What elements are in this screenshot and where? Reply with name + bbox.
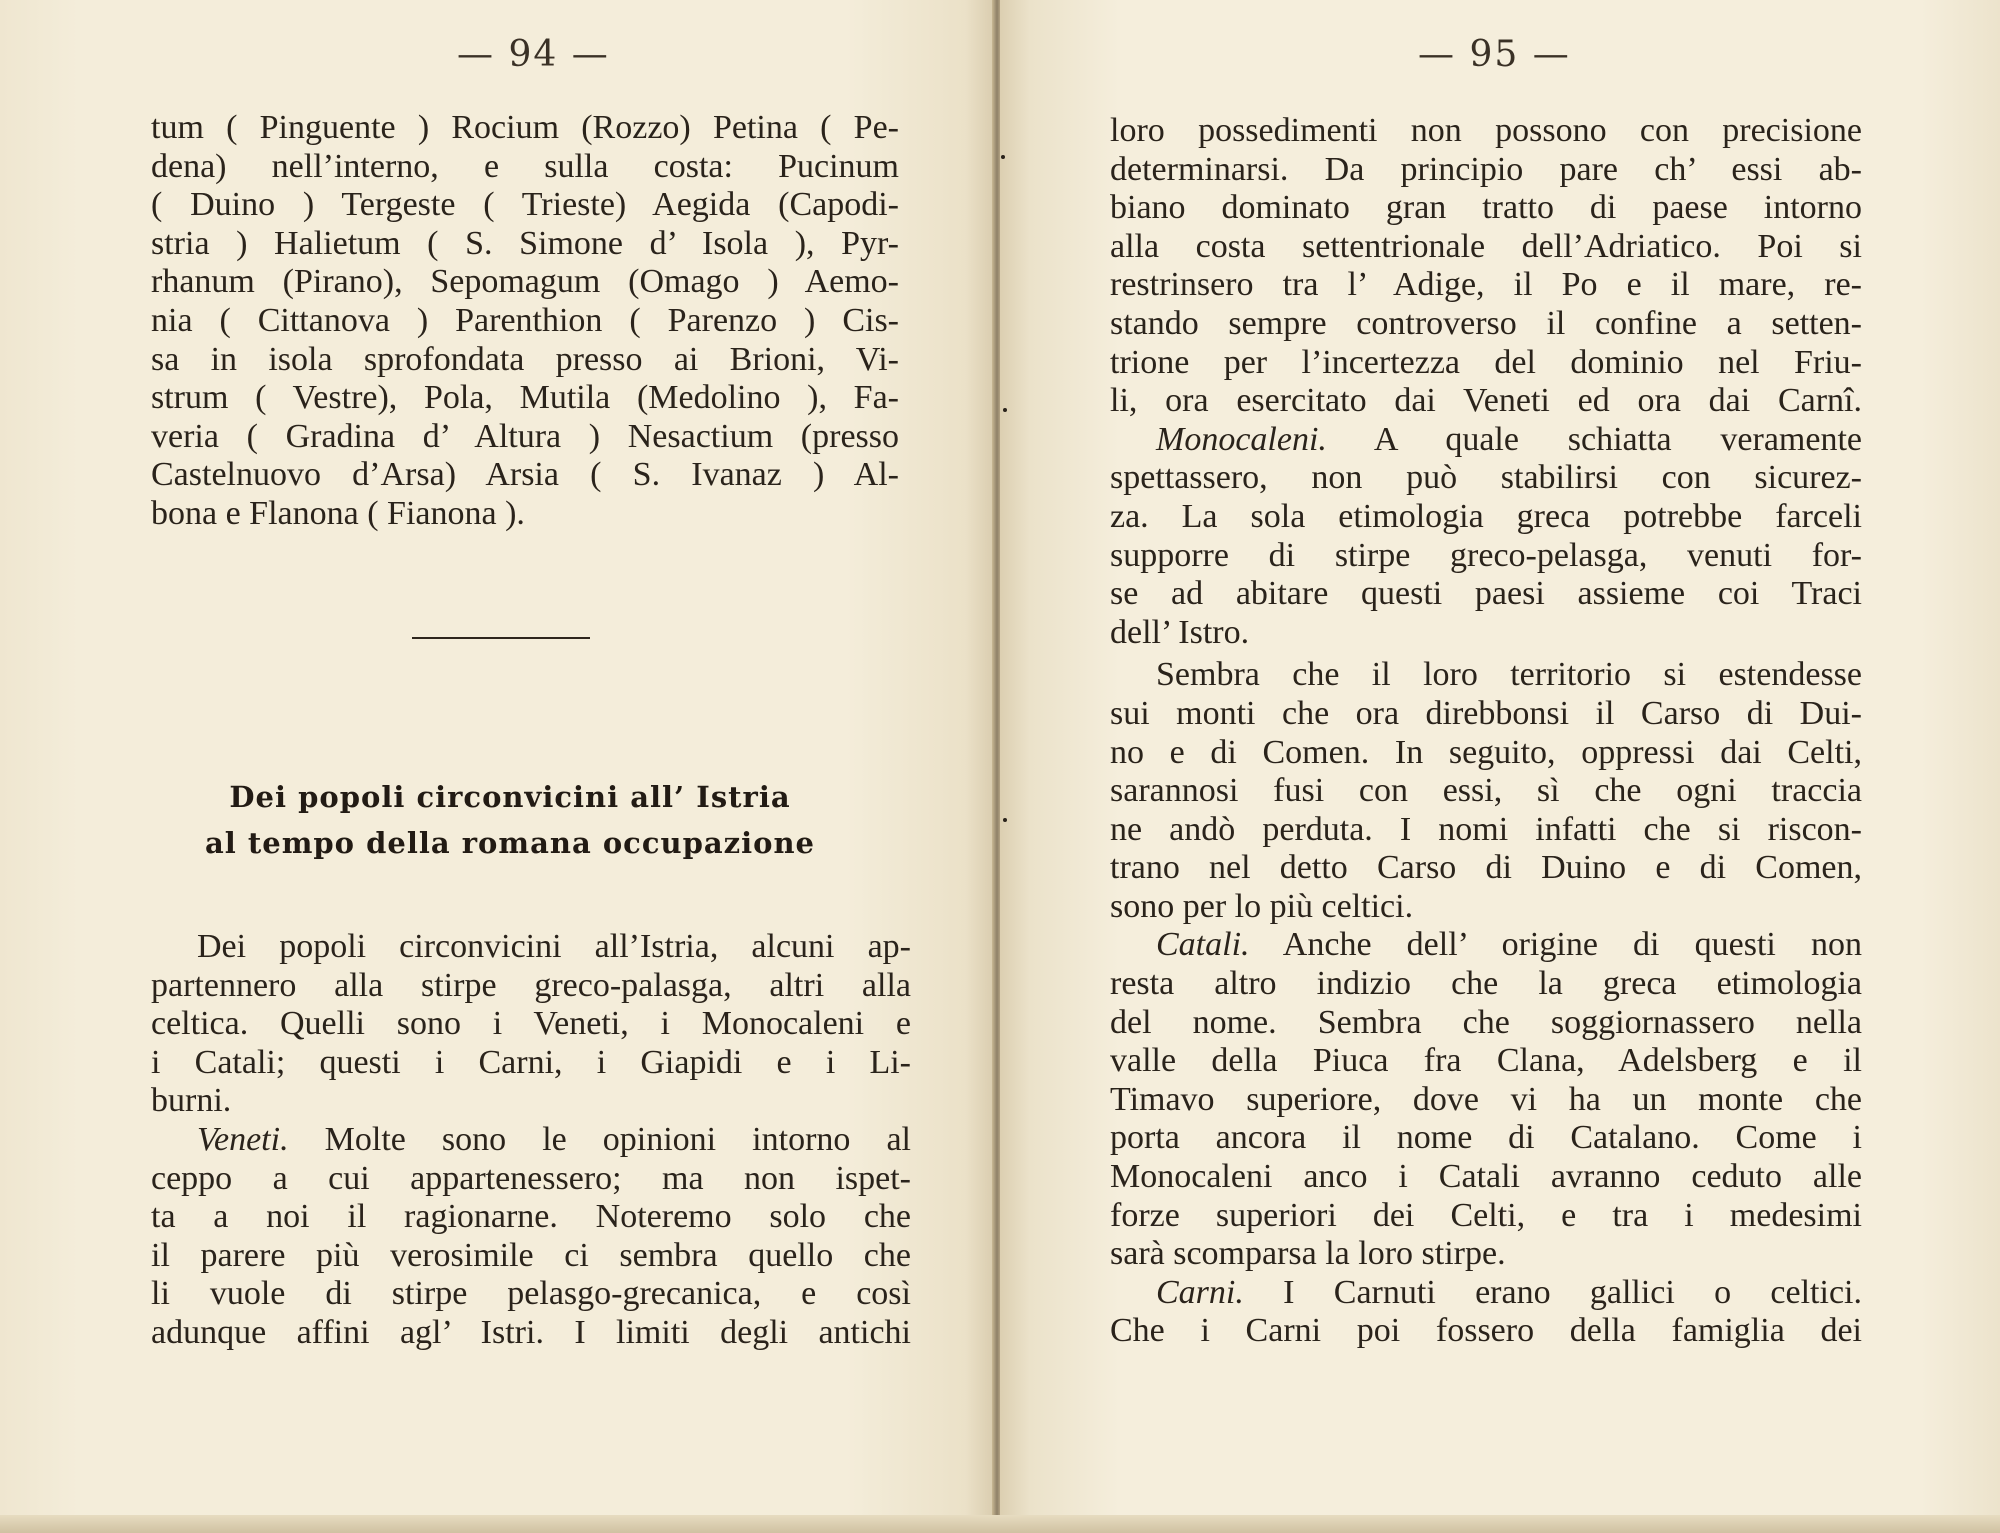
page-number-left: — 94 — [457,34,610,75]
text-line: sa in isola sprofondata presso ai Brioni, Vi- [151,340,899,378]
text-line: determinarsi. Da principio pare ch’ essi ab- [1110,150,1862,188]
text-line: no e di Comen. In seguito, oppressi dai Celti, [1110,733,1862,771]
page-number-right: — 95 — [1418,34,1571,75]
text-line: za. La sola etimologia greca potrebbe farceli [1110,497,1862,535]
text-line [1110,421,1862,460]
text-line: Sembra che il loro territorio si estendesse [1156,656,1862,694]
text-line [1110,926,1862,965]
text-line: valle della Piuca fra Clana, Adelsberg e il [1110,1042,1862,1080]
text-line: spettassero, non può stabilirsi con sicurez- [1110,459,1862,497]
text-line: veria ( Gradina d’ Altura ) Nesactium (presso [151,417,899,455]
text-line: Timavo superiore, dove vi ha un monte che [1110,1080,1862,1118]
text-line: Dei popoli circonvicini all’Istria, alcuni ap- [197,928,911,965]
text-line: il parere più verosimile ci sembra quello che [151,1236,911,1274]
text-line: dell’ Istro. [1110,613,1250,651]
page-bottom-edge [0,1515,2000,1533]
text-line: partennero alla stirpe greco-palasga, altri alla [151,966,911,1004]
text-line: li, ora esercitato dai Veneti ed ora dai Carnî. [1110,382,1862,420]
text-line: Castelnuovo d’Arsa) Arsia ( S. Ivanaz ) Al- [151,456,899,494]
section-divider [412,637,590,639]
text-line [1110,1274,1862,1313]
text-line [151,1121,911,1160]
text-line: sui monti che ora direbbonsi il Carso di Dui- [1110,694,1862,732]
text-line: ( Duino ) Tergeste ( Trieste) Aegida (Capodi- [151,186,899,224]
text-line: se ad abitare questi paesi assieme coi Traci [1110,575,1862,613]
text-run: A quale schiatta veramente [1326,420,1862,458]
text-line: Monocaleni anco i Catali avranno ceduto alle [1110,1158,1862,1196]
italic-label: Carni. [1156,1273,1244,1311]
text-line: ta a noi il ragionarne. Noteremo solo che [151,1198,911,1236]
text-line: Che i Carni poi fossero della famiglia dei [1110,1312,1862,1350]
text-line: adunque affini agl’ Istri. I limiti degli antichi [151,1313,911,1351]
text-line: supporre di stirpe greco-pelasga, venuti for- [1110,536,1862,574]
text-run: Molte sono le opinioni intorno al [288,1120,911,1158]
left-body-text [151,928,911,1353]
text-line: li vuole di stirpe pelasgo-grecanica, e così [151,1275,911,1313]
text-line: porta ancora il nome di Catalano. Come i [1110,1119,1862,1157]
text-line: resta altro indizio che la greca etimologia [1110,965,1862,1003]
left-top-paragraph [151,109,899,534]
text-run: I Carnuti erano gallici o celtici. [1243,1273,1862,1311]
text-run: Anche dell’ origine di questi non [1249,926,1862,964]
margin-mark [1003,818,1007,822]
text-line: trione per l’incertezza del dominio nel Friu- [1110,343,1862,381]
text-line: ne andò perduta. I nomi infatti che si riscon- [1110,810,1862,848]
text-line: del nome. Sembra che soggiornassero nella [1110,1003,1862,1041]
text-line: i Catali; questi i Carni, i Giapidi e i Li- [151,1043,911,1081]
text-line: stria ) Halietum ( S. Simone d’ Isola ), Pyr- [151,224,899,262]
text-line: nia ( Cittanova ) Parenthion ( Parenzo ) Cis- [151,301,899,339]
text-line: biano dominato gran tratto di paese intorno [1110,189,1862,227]
margin-mark [1001,155,1005,159]
italic-label: Catali. [1156,926,1250,964]
margin-mark [1003,408,1007,412]
italic-label: Veneti. [197,1120,289,1158]
text-line: sarà scomparsa la loro stirpe. [1110,1235,1506,1273]
section-heading-line-1: Dei popoli circonvicini all’ Istria [229,780,791,814]
text-line: dena) nell’interno, e sulla costa: Pucinum [151,147,899,185]
text-line: tum ( Pinguente ) Rocium (Rozzo) Petina ( Pe- [151,109,899,146]
text-line: burni. [151,1082,232,1120]
text-line: trano nel detto Carso di Duino e di Comen, [1110,849,1862,887]
section-heading-line-2: al tempo della romana occupazione [204,826,816,860]
text-line: bona e Flanona ( Fianona ). [151,494,525,532]
text-line: ceppo a cui appartenessero; ma non ispet- [151,1159,911,1197]
right-page [1000,0,2000,1533]
italic-label: Monocaleni. [1156,420,1327,458]
text-line: sono per lo più celtici. [1110,887,1414,925]
text-line: stando sempre controverso il confine a setten- [1110,304,1862,342]
text-line: strum ( Vestre), Pola, Mutila (Medolino ), Fa- [151,379,899,417]
text-line: celtica. Quelli sono i Veneti, i Monocaleni e [151,1005,911,1043]
text-line: rhanum (Pirano), Sepomagum (Omago ) Aemo- [151,263,899,301]
text-line: sarannosi fusi con essi, sì che ogni traccia [1110,772,1862,810]
text-line: loro possedimenti non possono con precisione [1110,112,1862,149]
text-line: alla costa settentrionale dell’Adriatico. Poi si [1110,227,1862,265]
text-line: restrinsero tra l’ Adige, il Po e il mare, re- [1110,266,1862,304]
right-body-text [1110,112,1862,1351]
left-page [0,0,995,1533]
text-line: forze superiori dei Celti, e tra i medesimi [1110,1196,1862,1234]
